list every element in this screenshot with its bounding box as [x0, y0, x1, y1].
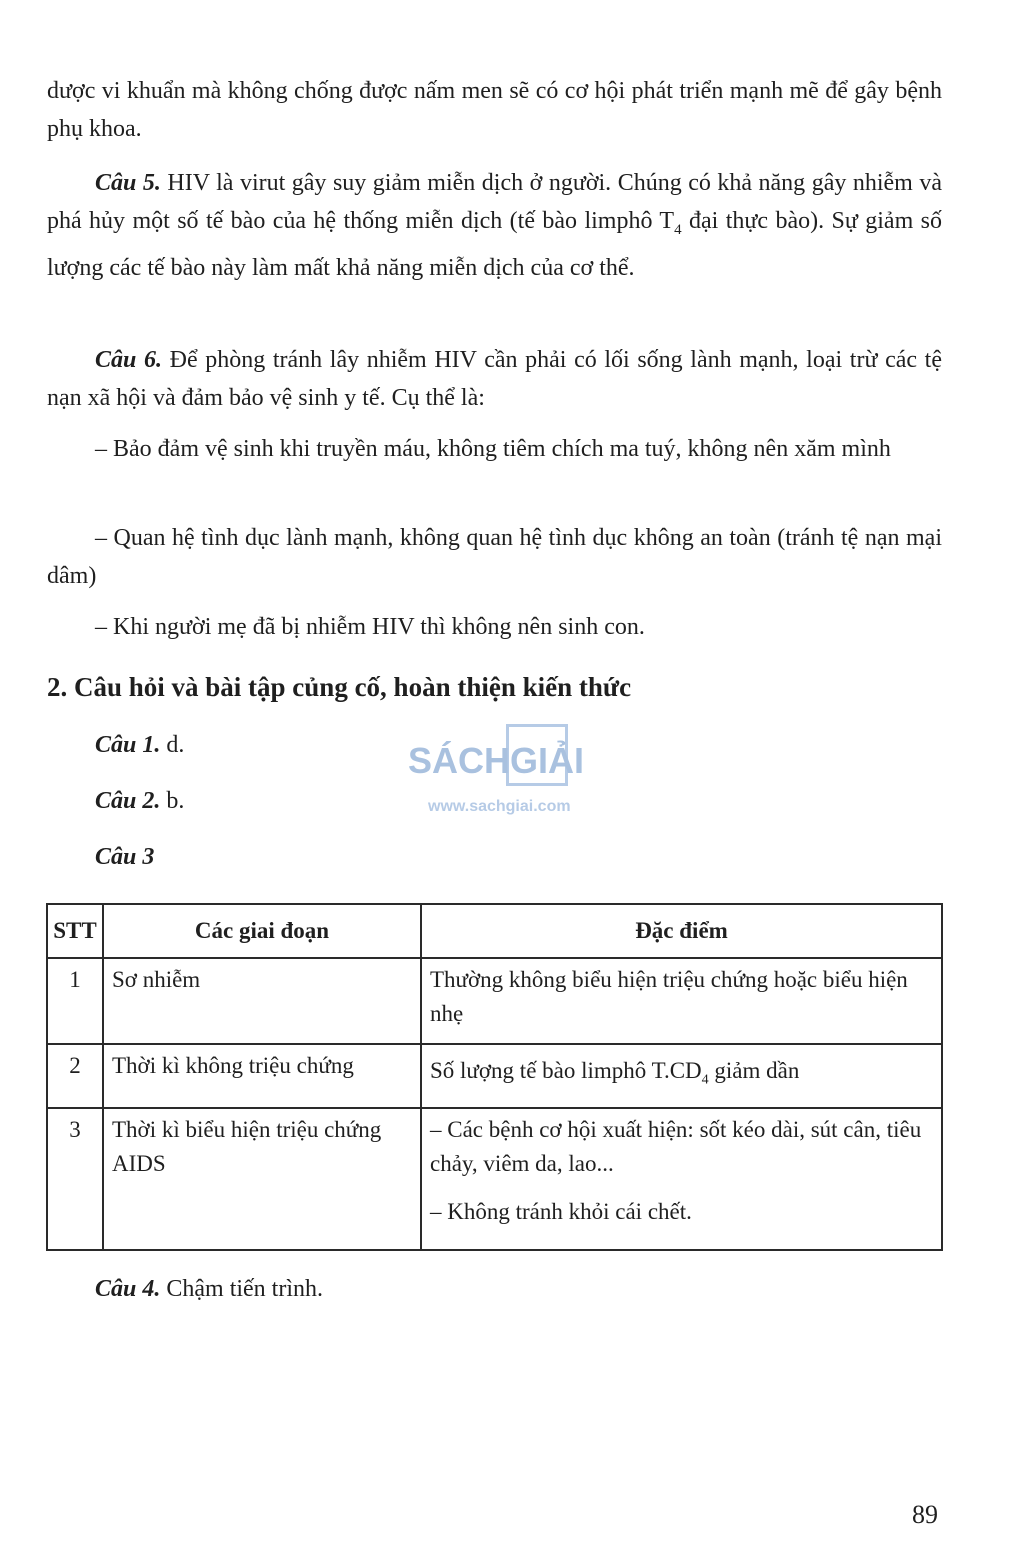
column-header-stt: STT	[47, 904, 103, 958]
answer-cau-2: Câu 2. b.	[95, 788, 185, 814]
answer-cau-3: Câu 3	[95, 844, 155, 870]
paragraph-cau-6: Câu 6. Để phòng tránh lây nhiễm HIV cần phải có lối sống lành mạnh, loại trừ các tệ nạn xã hội và đảm bảo vệ sinh y tế. Cụ thể là:	[47, 347, 942, 411]
paragraph-continuation: dược vi khuẩn mà không chống được nấm men sẽ có cơ hội phát triển mạnh mẽ để gây bệnh phụ khoa.	[47, 78, 942, 142]
cell-features: – Các bệnh cơ hội xuất hiện: sốt kéo dài, sút cân, tiêu chảy, viêm da, lao... – Không tránh khỏi cái chết.	[421, 1108, 942, 1250]
question-label: Câu 6.	[95, 347, 162, 373]
page-number: 89	[912, 1500, 938, 1529]
cell-stage: Thời kì biểu hiện triệu chứng AIDS	[103, 1108, 421, 1250]
watermark-logo	[408, 722, 618, 822]
cell-stage: Thời kì không triệu chứng	[103, 1044, 421, 1108]
hiv-stages-table	[46, 903, 943, 1251]
table-header-row	[47, 904, 942, 958]
table-row	[47, 958, 942, 1044]
cell-stt: 3	[47, 1108, 103, 1250]
cell-stt: 2	[47, 1044, 103, 1108]
column-header-stage: Các giai đoạn	[103, 904, 421, 958]
answer-cau-1: Câu 1. d.	[95, 732, 185, 758]
column-header-features: Đặc điểm	[421, 904, 942, 958]
cell-features: Số lượng tế bào limphô $T.CD_4$ giảm dần	[421, 1044, 942, 1108]
answer-cau-4: Câu 4. Chậm tiến trình.	[95, 1276, 324, 1302]
table-row	[47, 1044, 942, 1108]
bullet-item: – Bảo đảm vệ sinh khi truyền máu, không tiêm chích ma tuý, không nên xăm mình	[95, 436, 891, 462]
paragraph-cau-5: Câu 5. HIV là virut gây suy giảm miễn dịch ở người. Chúng có khả năng gây nhiễm và phá hủy một số tế bào của hệ thống miễn dịch (tế bào limphô $T_4$ đại thực bào). Sự giảm số lượng các tế bào này làm mất khả năng miễn dịch của cơ thể.	[47, 170, 942, 281]
bullet-item: – Khi người mẹ đã bị nhiễm HIV thì không nên sinh con.	[95, 614, 645, 640]
cell-stt: 1	[47, 958, 103, 1044]
watermark-brand: SÁCHGIẢI	[408, 740, 585, 781]
cell-features: Thường không biểu hiện triệu chứng hoặc biểu hiện nhẹ	[421, 958, 942, 1044]
question-label: Câu 5.	[95, 170, 161, 196]
table-row	[47, 1108, 942, 1250]
section-heading: 2. Câu hỏi và bài tập củng cố, hoàn thiện kiến thức	[47, 672, 632, 702]
cell-stage: Sơ nhiễm	[103, 958, 421, 1044]
bullet-item: – Quan hệ tình dục lành mạnh, không quan hệ tình dục không an toàn (tránh tệ nạn mại dâm)	[47, 525, 942, 589]
watermark-url: www.sachgiai.com	[428, 798, 571, 815]
